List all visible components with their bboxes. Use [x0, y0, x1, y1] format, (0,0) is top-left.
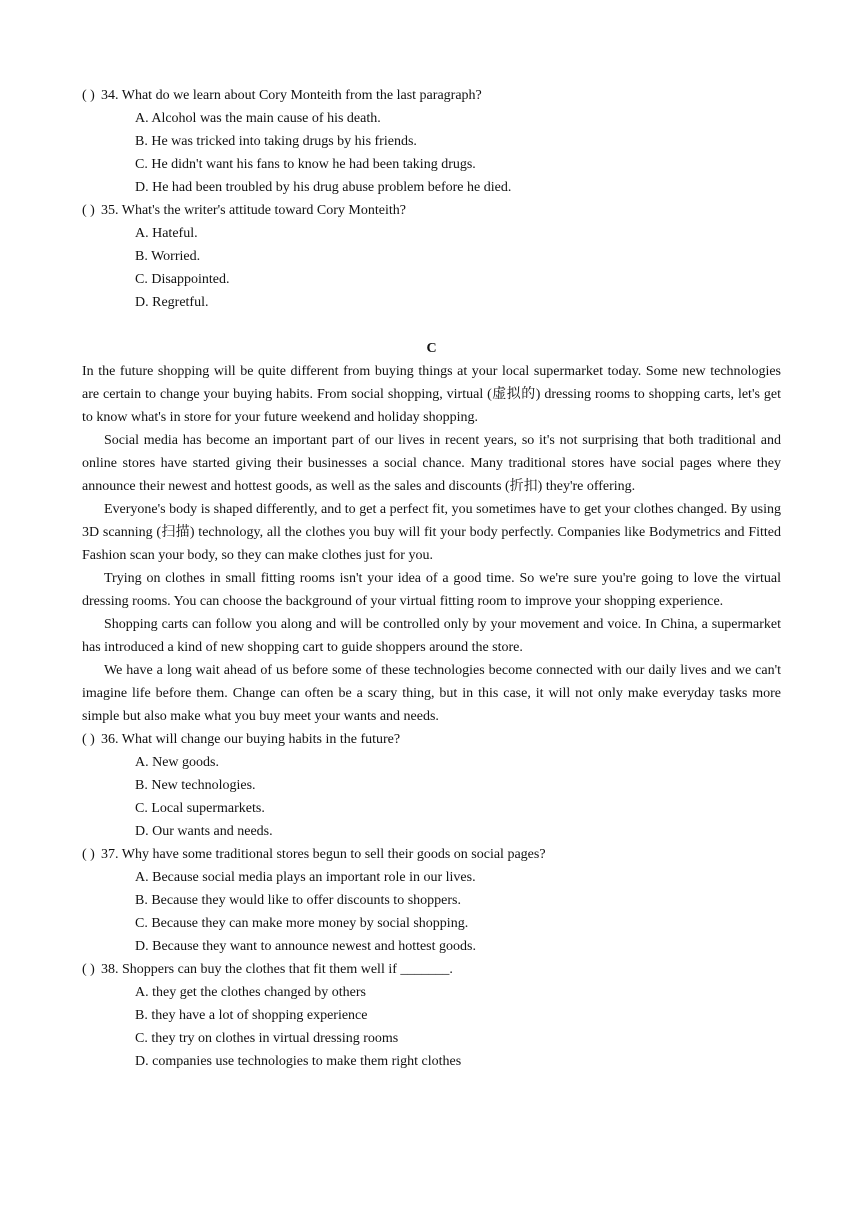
question-35 [82, 199, 781, 222]
answer-bracket: ( ) [82, 88, 95, 103]
answer-bracket: ( ) [82, 962, 95, 977]
passage-paragraph-6: We have a long wait ahead of us before some of these technologies become connected with our daily lives and we can't imagine life before them. Change can often be a scary thing, but in this case, it will not only make everyday tasks more simple but also make what you buy meet your wants and needs. [82, 663, 781, 724]
option-37-b: B. Because they would like to offer discounts to shoppers. [135, 893, 461, 908]
passage-paragraph-3: Everyone's body is shaped differently, and to get a perfect fit, you sometimes have to get your clothes changed. By using 3D scanning (扫描) technology, all the clothes you buy will fit your body perfectly. Companies like Bodymetrics and Fitted Fashion scan your body, so they can make clothes just for you. [82, 502, 781, 563]
option-34-a: A. Alcohol was the main cause of his death. [135, 111, 381, 126]
option-37-c: C. Because they can make more money by social shopping. [135, 916, 469, 931]
option-35-c: C. Disappointed. [135, 272, 230, 287]
option-34-c: C. He didn't want his fans to know he had been taking drugs. [135, 157, 476, 172]
passage-paragraph-4: Trying on clothes in small fitting rooms isn't your idea of a good time. So we're sure you're going to love the virtual dressing rooms. You can choose the background of your virtual fitting room to improve your shopping experience. [82, 571, 781, 609]
option-38-c: C. they try on clothes in virtual dressing rooms [135, 1031, 399, 1046]
passage-paragraph-2: Social media has become an important part of our lives in recent years, so it's not surprising that both traditional and online stores have started giving their businesses a social chance. Many traditional stores have social pages where they announce their newest and hottest goods, as well as the sales and discounts (折扣) they're offering. [82, 433, 781, 494]
option-36-a: A. New goods. [135, 755, 219, 770]
answer-bracket: ( ) [82, 847, 95, 862]
question-36 [82, 728, 781, 751]
exam-page [82, 84, 781, 1073]
question-text: 35. What's the writer's attitude toward Cory Monteith? [101, 203, 406, 218]
passage-paragraph-1: In the future shopping will be quite different from buying things at your local supermarket today. Some new technologies are certain to change your buying habits. From social shopping, virtual (虚拟的) dressing rooms to shopping carts, let's get to know what's in store for your future weekend and holiday shopping. [82, 364, 781, 425]
option-35-a: A. Hateful. [135, 226, 198, 241]
option-38-a: A. they get the clothes changed by others [135, 985, 366, 1000]
question-34 [82, 84, 781, 107]
option-36-b: B. New technologies. [135, 778, 256, 793]
question-text: 36. What will change our buying habits in the future? [101, 732, 401, 747]
question-text: 38. Shoppers can buy the clothes that fit them well if _______. [101, 962, 453, 977]
option-34-d: D. He had been troubled by his drug abuse problem before he died. [135, 180, 512, 195]
answer-bracket: ( ) [82, 732, 95, 747]
option-36-c: C. Local supermarkets. [135, 801, 265, 816]
option-35-b: B. Worried. [135, 249, 201, 264]
question-38 [82, 958, 781, 981]
question-text: 37. Why have some traditional stores begun to sell their goods on social pages? [101, 847, 546, 862]
option-36-d: D. Our wants and needs. [135, 824, 273, 839]
option-37-a: A. Because social media plays an important role in our lives. [135, 870, 476, 885]
option-35-d: D. Regretful. [135, 295, 209, 310]
question-37 [82, 843, 781, 866]
option-38-b: B. they have a lot of shopping experience [135, 1008, 368, 1023]
section-heading: C [426, 341, 437, 356]
answer-bracket: ( ) [82, 203, 95, 218]
option-34-b: B. He was tricked into taking drugs by his friends. [135, 134, 417, 149]
question-text: 34. What do we learn about Cory Monteith from the last paragraph? [101, 88, 482, 103]
passage-paragraph-5: Shopping carts can follow you along and will be controlled only by your movement and voice. In China, a supermarket has introduced a kind of new shopping cart to guide shoppers around the store. [82, 617, 781, 655]
option-38-d: D. companies use technologies to make them right clothes [135, 1054, 462, 1069]
spacer [82, 314, 781, 337]
option-37-d: D. Because they want to announce newest and hottest goods. [135, 939, 476, 954]
